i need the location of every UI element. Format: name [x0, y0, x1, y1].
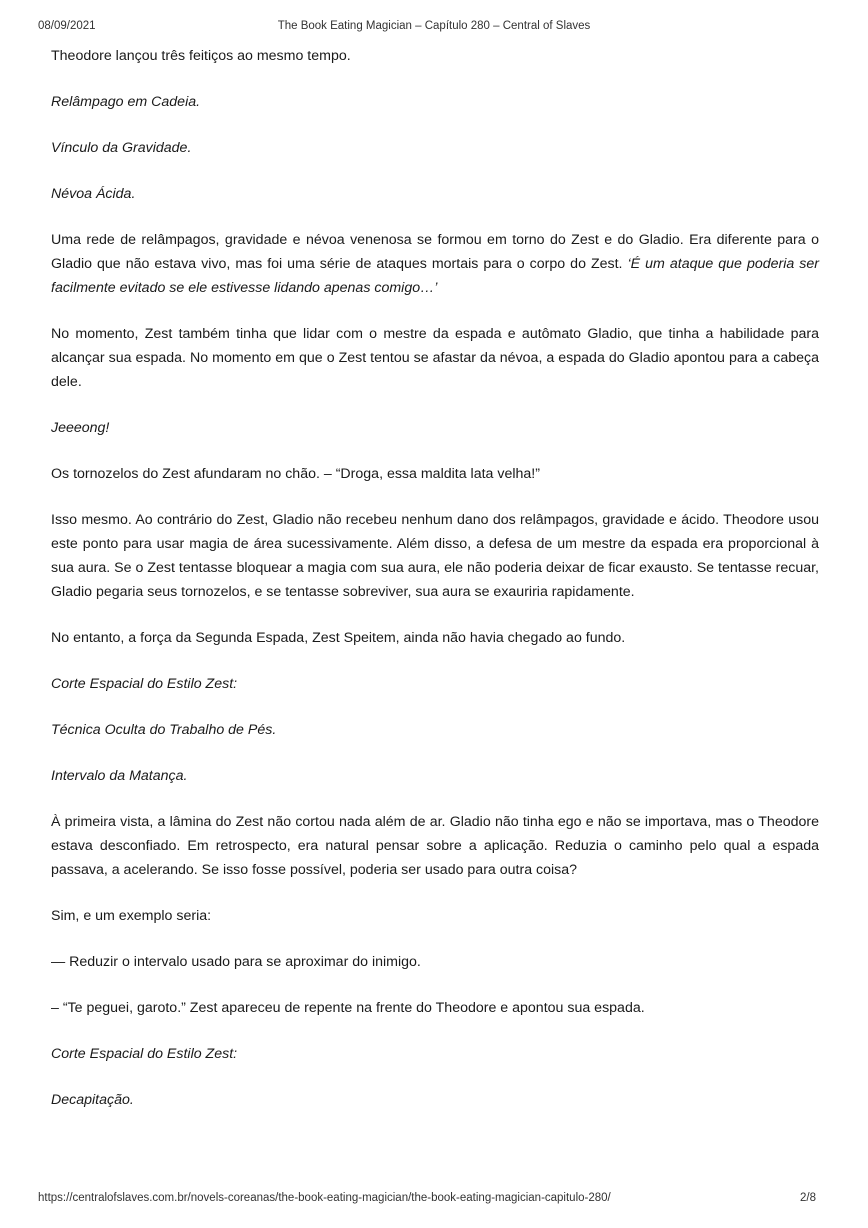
technique-name: Corte Espacial do Estilo Zest: [51, 676, 238, 692]
spell-name: Relâmpago em Cadeia. [51, 94, 201, 110]
paragraph: Sim, e um exemplo seria: [51, 908, 212, 924]
print-footer [38, 1192, 830, 1208]
paragraph: – “Te peguei, garoto.” Zest apareceu de repente na frente do Theodore e apontou sua espada. [51, 1000, 645, 1016]
paragraph: — Reduzir o intervalo usado para se aproximar do inimigo. [51, 954, 421, 970]
paragraph: Theodore lançou três feitiços ao mesmo tempo. [51, 48, 351, 64]
paragraph: À primeira vista, a lâmina do Zest não cortou nada além de ar. Gladio não tinha ego e não se importava, mas o Theodore estava desconfiado. Em retrospecto, era natural pensar sobre a aplicação. Reduzia o caminho pelo qual a espada passava, a acelerando. Se isso fosse possível, poderia ser usado para outra coisa? [51, 814, 819, 878]
paragraph: Os tornozelos do Zest afundaram no chão. – “Droga, essa maldita lata velha!” [51, 466, 540, 482]
page-number: 2/8 [800, 1192, 816, 1204]
paragraph: No momento, Zest também tinha que lidar com o mestre da espada e autômato Gladio, que tinha a habilidade para alcançar sua espada. No momento em que o Zest tentou se afastar da névoa, a espada do Gladio apontou para a cabeça dele. [51, 326, 819, 390]
sound-effect: Jeeeong! [51, 420, 110, 436]
document-title: The Book Eating Magician – Capítulo 280 – Central of Slaves [277, 20, 591, 32]
chapter-body [51, 44, 819, 1134]
technique-name: Corte Espacial do Estilo Zest: [51, 1046, 238, 1062]
spell-name: Vínculo da Gravidade. [51, 140, 192, 156]
spell-name: Névoa Ácida. [51, 186, 136, 202]
print-date: 08/09/2021 [38, 20, 96, 32]
paragraph [51, 228, 819, 300]
paragraph: Isso mesmo. Ao contrário do Zest, Gladio não recebeu nenhum dano dos relâmpagos, gravidade e ácido. Theodore usou este ponto para usar magia de área sucessivamente. Além disso, a defesa de um mestre da espada era proporcional à sua aura. Se o Zest tentasse bloquear a magia com sua aura, ele não poderia deixar de ficar exausto. Se tentasse recuar, Gladio pegaria seus tornozelos, e se tentasse sobreviver, sua aura se exauriria rapidamente. [51, 512, 819, 600]
paragraph-text: Uma rede de relâmpagos, gravidade e névoa venenosa se formou em torno do Zest e do Gladio. Era diferente para o Gladio que não estava vivo, mas foi uma série de ataques mortais para o corpo do Zest. [51, 232, 819, 272]
page-url: https://centralofslaves.com.br/novels-coreanas/the-book-eating-magician/the-book-eating-magician-capitulo-280/ [38, 1192, 611, 1204]
paragraph: No entanto, a força da Segunda Espada, Zest Speitem, ainda não havia chegado ao fundo. [51, 630, 626, 646]
print-header [38, 20, 830, 36]
technique-name: Decapitação. [51, 1092, 134, 1108]
technique-name: Intervalo da Matança. [51, 768, 188, 784]
thought-text: ‘É um ataque que poderia ser facilmente evitado se ele estivesse lidando apenas comigo…’ [51, 256, 819, 296]
technique-name: Técnica Oculta do Trabalho de Pés. [51, 722, 277, 738]
